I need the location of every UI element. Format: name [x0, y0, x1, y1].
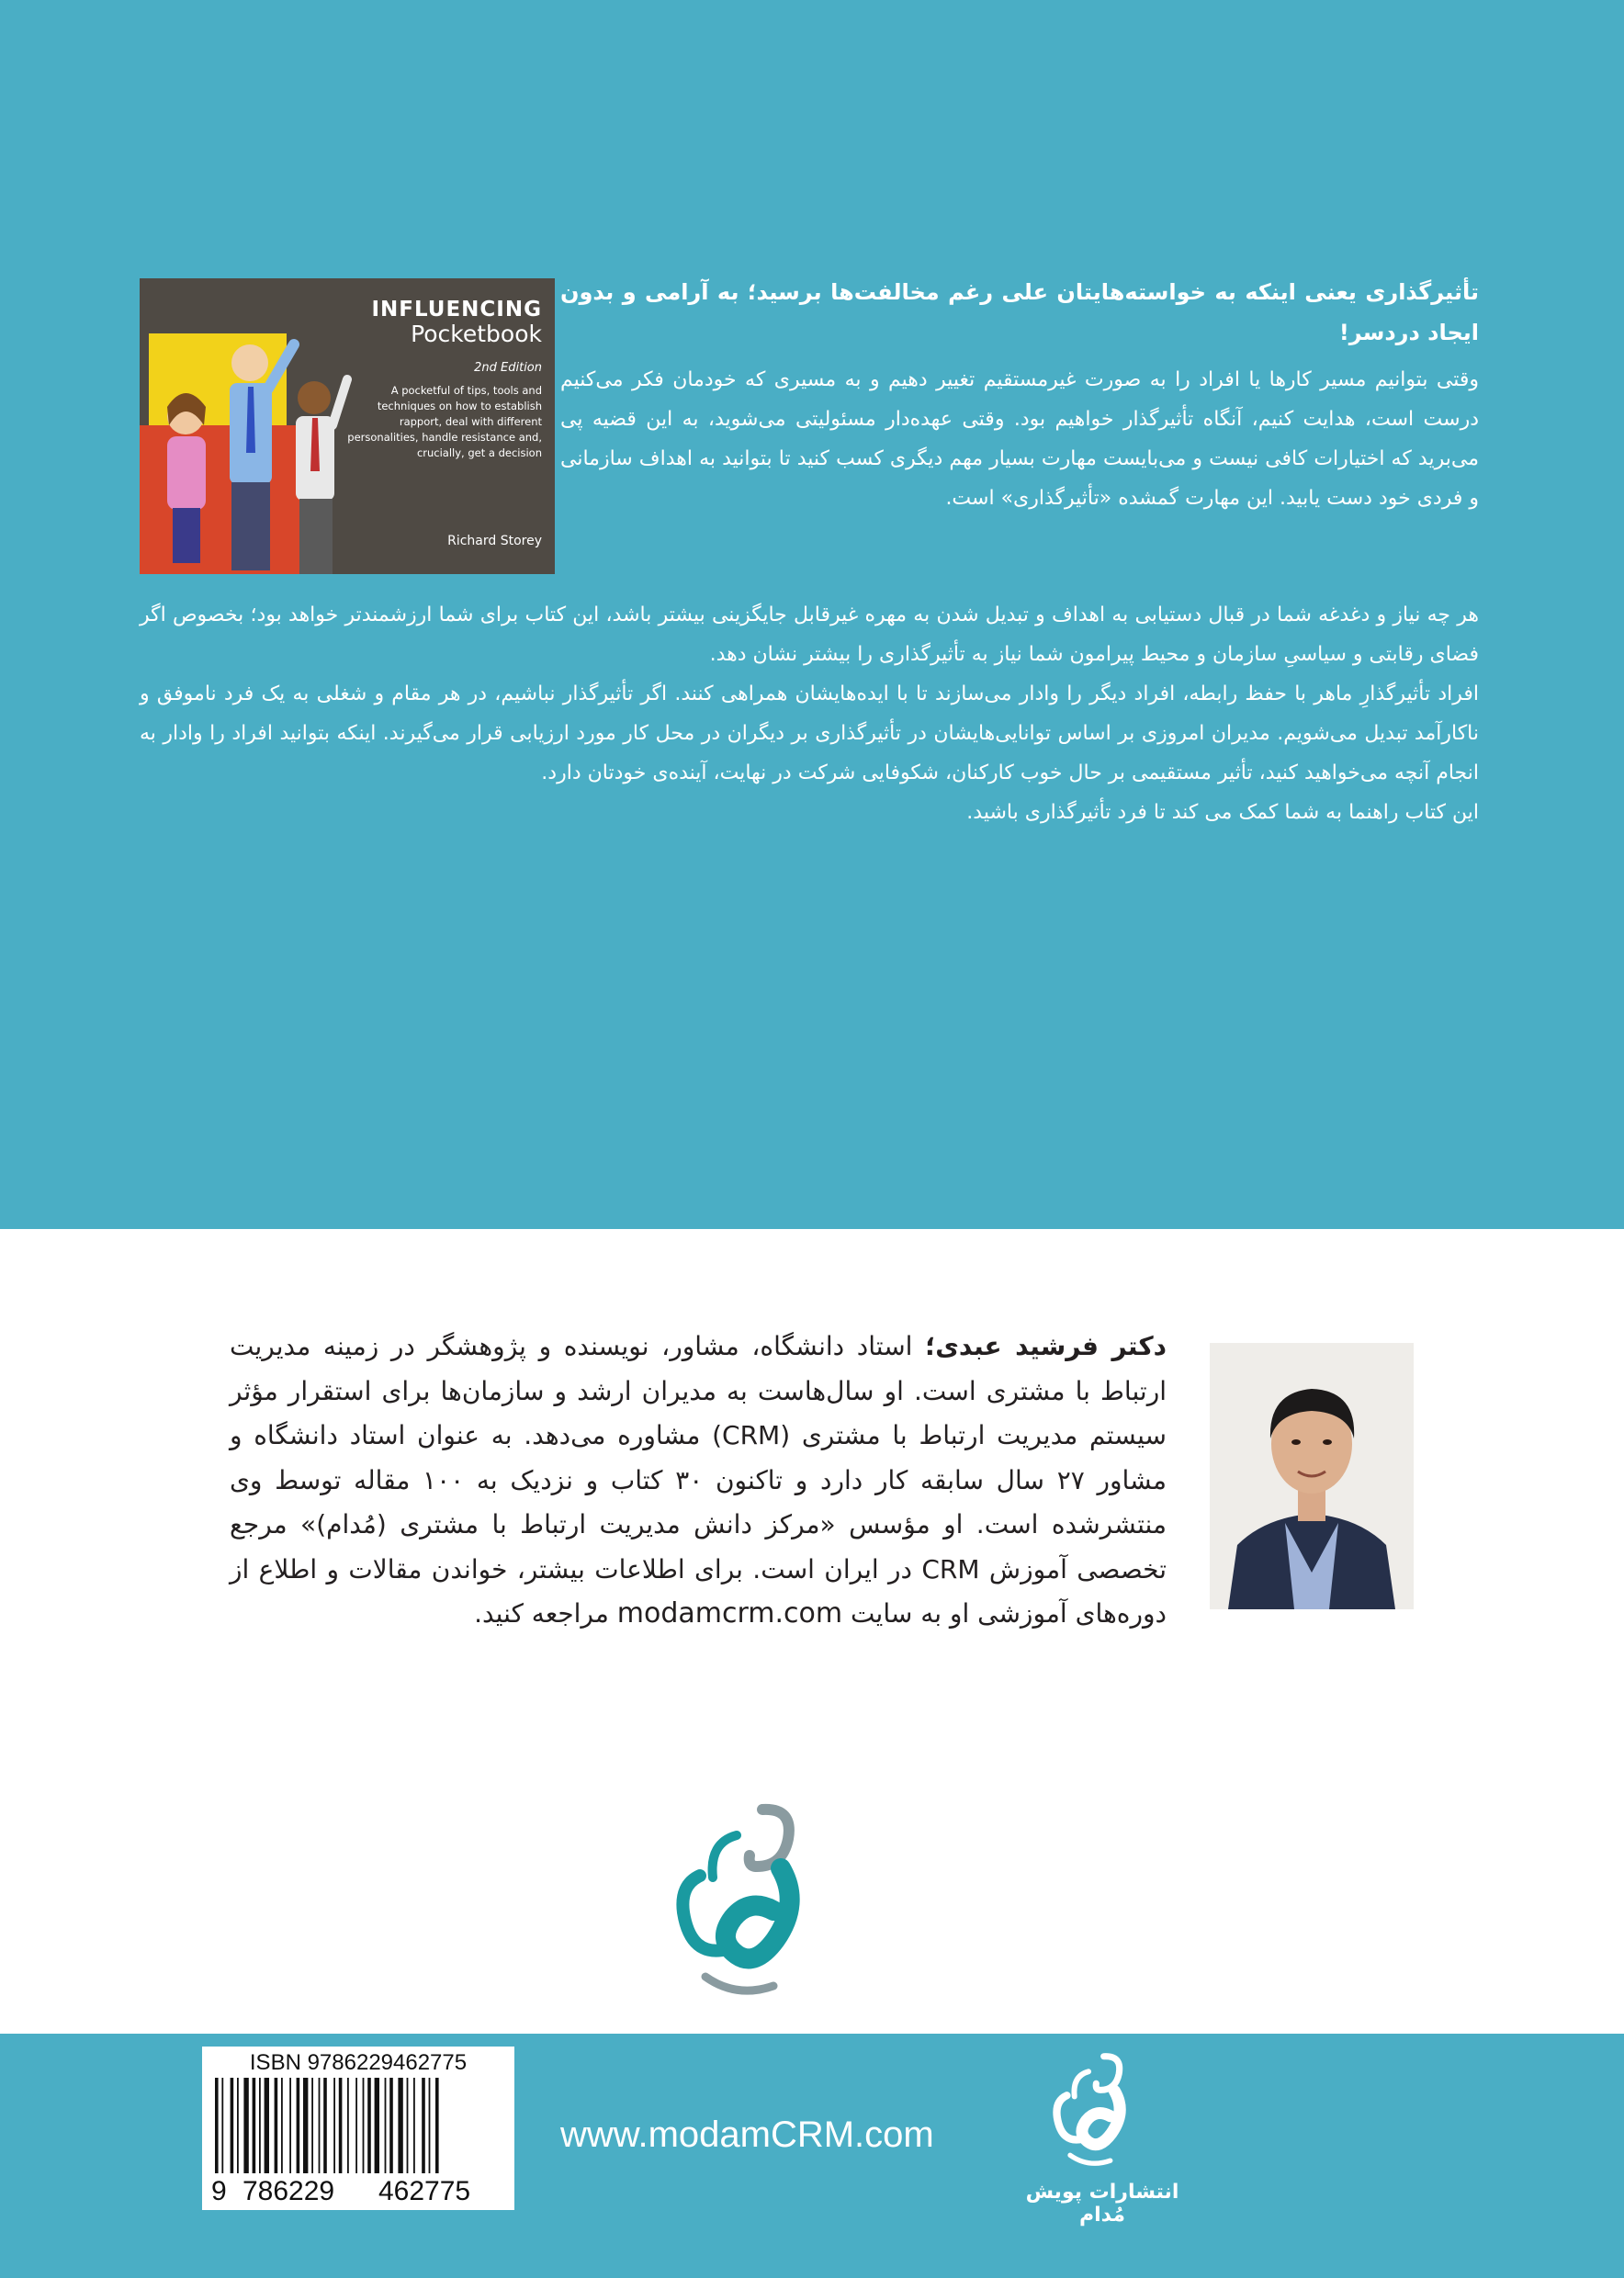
cover-subtitle: Pocketbook	[411, 321, 542, 347]
modam-logo-icon	[672, 1802, 819, 2004]
blurb-paragraph-2: هر چه نیاز و دغدغه شما در قبال دستیابی به اهداف و تبدیل شدن به مهره غیرقابل جایگزینی بیشتر باشد، این کتاب برای شما ارزشمندتر خواهد بود؛ بخصوص اگر فضای رقابتی و سیاسیِ سازمان و محیط پیرامون شما نیاز به تأثیرگذاری را بیشتر نشان دهد.	[140, 603, 1479, 666]
book-cover-thumbnail	[140, 278, 555, 574]
isbn-right-digits: 462775	[378, 2176, 471, 2206]
blurb-body	[140, 595, 1479, 832]
author-bio-closing: مراجعه کنید.	[474, 1598, 609, 1629]
author-bio-text: استاد دانشگاه، مشاور، نویسنده و پژوهشگر در زمینه مدیریت ارتباط با مشتری است. او سال‌هاست به مدیران ارشد و سازمان‌ها برای استقرار مؤثر سیستم مدیریت ارتباط با مشتری (CRM) مشاوره می‌دهد. به عنوان استاد دانشگاه و مشاور ۲۷ سال سابقه کار دارد و تاکنون ۳۰ کتاب و نزدیک به ۱۰۰ مقاله توسط وی منتشرشده است. او مؤسس «مرکز دانش مدیریت ارتباط با مشتری (مُدام)» مرجع تخصصی آموزش CRM در ایران است. برای اطلاعات بیشتر، خواندن مقالات و اطلاع از دوره‌های آموزشی او به سایت	[230, 1331, 1167, 1629]
author-bio	[230, 1325, 1167, 1637]
blurb-paragraph-3: افراد تأثیرگذارِ ماهر با حفظ رابطه، افراد دیگر را وادار می‌سازند تا با ایده‌هایشان همراهی کنند. اگر تأثیرگذار نباشیم، در هر مقام و شغلی به یک فرد ناموفق و ناکارآمد تبدیل می‌شویم. مدیران امروزی بر اساس توانایی‌هایشان در تأثیرگذاری بر دیگران در محل کار مورد ارزیابی قرار می‌گیرند. اینکه بتوانید افراد را وادار به انجام آنچه می‌خواهید کنید، تأثیر مستقیمی بر حال خوب کارکنان، شکوفایی شرکت در نهایت، آینده‌ی خودتان دارد.	[140, 682, 1479, 784]
blurb-headline: تأثیرگذاری یعنی اینکه به خواسته‌هایتان علی رغم مخالفت‌ها برسید؛ به آرامی و بدون ایجاد دردسر!	[560, 279, 1479, 345]
author-name: دکتر فرشید عبدی؛	[925, 1331, 1167, 1361]
isbn-first-digit: 9	[211, 2176, 227, 2206]
cover-title: INFLUENCING	[371, 298, 542, 321]
isbn-label: ISBN 9786229462775	[249, 2050, 468, 2075]
author-photo	[1210, 1343, 1414, 1609]
author-website-link[interactable]: modamcrm.com	[616, 1597, 843, 1630]
author-portrait-illustration	[1210, 1343, 1414, 1609]
footer-website[interactable]: www.modamCRM.com	[560, 2114, 934, 2155]
isbn-barcode	[202, 2047, 514, 2210]
blurb-paragraph-4: این کتاب راهنما به شما کمک می کند تا فرد تأثیرگذاری باشید.	[966, 801, 1479, 824]
cover-blurb: A pocketful of tips, tools and techniques on how to establish rapport, deal with different personalities, handle resistance and, crucially, get a decision	[347, 384, 542, 459]
isbn-left-digits: 786229	[242, 2176, 335, 2206]
barcode-bars	[215, 2078, 502, 2179]
cover-author: Richard Storey	[447, 534, 542, 548]
blurb-paragraph-1: وقتی بتوانیم مسیر کارها یا افراد را به صورت غیرمستقیم تغییر دهیم و به مسیری که خودمان فکر می‌کنیم درست است، هدایت کنیم، آنگاه تأثیرگذار خواهیم بود. وقتی عهده‌دار مسئولیتی می‌شوید، به این قضیه پی می‌برید که اختیارات کافی نیست و می‌بایست مهارت بسیار مهم دیگری کسب کنید تا بتوانید به اهداف سازمانی و فردی خود دست یابید. این مهارت گمشده «تأثیرگذاری» است.	[560, 368, 1479, 510]
publisher-logo-icon	[1043, 2052, 1145, 2171]
cover-edition: 2nd Edition	[474, 361, 542, 375]
publisher-name: انتشارات پویش مُدام	[1025, 2181, 1179, 2227]
